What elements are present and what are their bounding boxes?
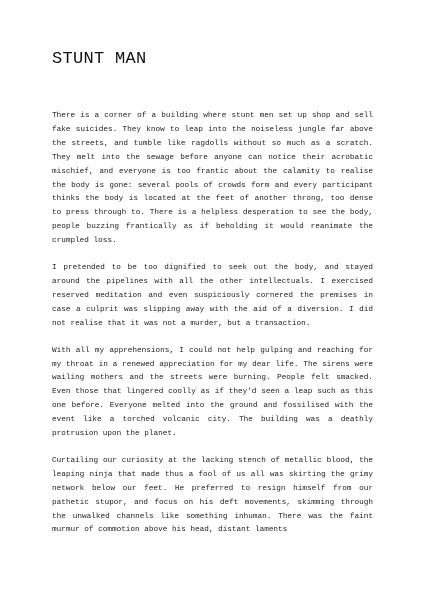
paragraph-1: There is a corner of a building where stunt men set up shop and sell fake suicides. They know to leap into the noiseless jungle far above the streets, and tumble like ragdolls without so much as a scratch. They melt into the sewage before anyone can notice their acrobatic mischief, and everyone is too frantic about the calamity to realise the body is gone: several pools of crowds form and every participant thinks the body is located at the feet of another throng, too dense to press through to. There is a helpless desperation to see the body, people buzzing frantically as if beholding it would reanimate the crumpled loss. [52,112,373,246]
document-body [52,110,373,551]
document-title: STUNT MAN [52,50,147,69]
paragraph-4: Curtailing our curiosity at the lacking stench of metallic blood, the leaping ninja that made thus a fool of us all was skirting the grimy network below our feet. He preferred to resign himself from our pathetic stupor, and focus on his deft movements, skimming through the unwalked channels like something inhuman. There was the faint murmur of commotion above his head, distant laments [52,456,373,535]
paragraph-3: With all my apprehensions, I could not help gulping and reaching for my throat in a renewed appreciation for my dear life. The sirens were wailing mothers and the streets were burning. People felt smacked. Even those that lingered coolly as if they'd seen a leap such as this one before. Everyone melted into the ground and fossilised with the event like a torched volcanic city. The building was a deathly protrusion upon the planet. [52,346,373,439]
paragraph-2: I pretended to be too dignified to seek out the body, and stayed around the pipelines with all the other intellectuals. I exercised reserved meditation and even suspiciously cornered the premises in case a culprit was slipping away with the aid of a diversion. I did not realise that it was not a murder, but a transaction. [52,264,373,328]
